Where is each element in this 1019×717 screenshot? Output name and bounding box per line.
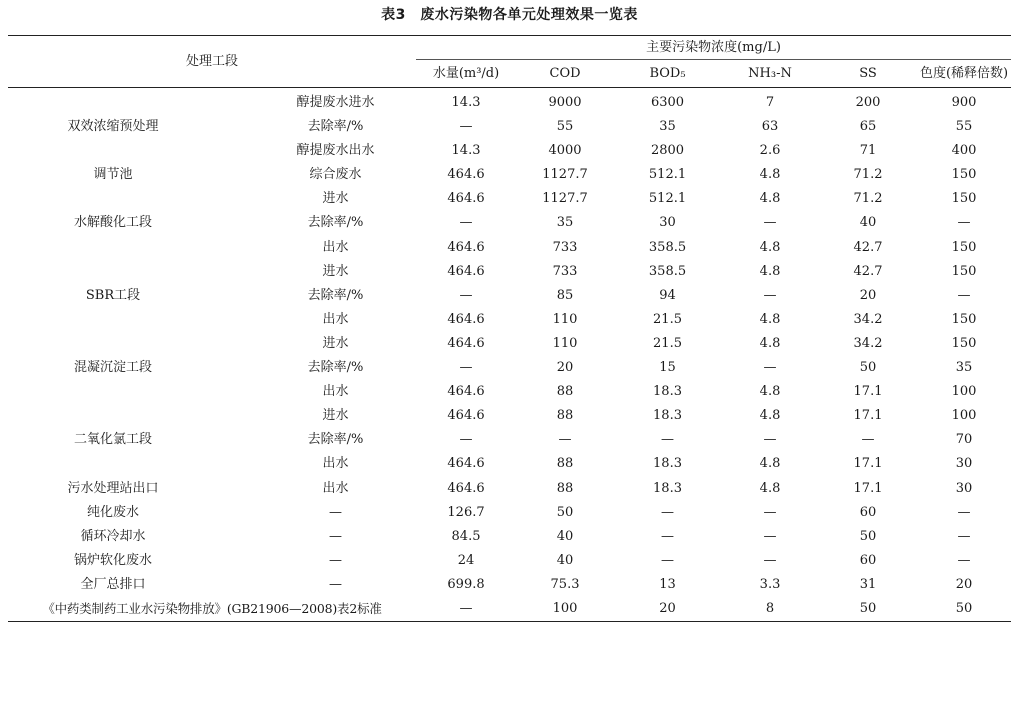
header-process: 处理工段 <box>8 36 416 88</box>
table-cell: 4.8 <box>759 480 781 496</box>
table-cell: 71.2 <box>853 191 883 207</box>
table-cell: 4000 <box>548 143 582 159</box>
row-sub-item: 出水 <box>322 311 349 327</box>
table-cell: 4.8 <box>759 408 781 424</box>
row-sub-item: 综合废水 <box>309 167 362 183</box>
table-cell: 150 <box>951 239 977 255</box>
table-row <box>8 573 1011 597</box>
table-cell: 464.6 <box>447 311 485 327</box>
row-stage <box>8 380 218 404</box>
row-sub-item: — <box>329 528 342 544</box>
table-cell: 110 <box>552 335 578 351</box>
row-stage <box>8 139 218 163</box>
table-cell: 42.7 <box>853 263 883 279</box>
row-sub-item: 去除率/% <box>307 432 364 448</box>
table-cell: 20 <box>556 360 574 376</box>
table-row <box>8 88 1011 116</box>
table-cell: — <box>763 504 777 520</box>
table-cell: 17.1 <box>853 408 883 424</box>
table-cell: 40 <box>556 528 574 544</box>
row-sub-item: 出水 <box>322 239 349 255</box>
table-cell: 20 <box>955 576 973 592</box>
table-row <box>8 428 1011 452</box>
row-stage <box>8 187 218 211</box>
table-cell: 150 <box>951 191 977 207</box>
table-cell: 4.8 <box>759 335 781 351</box>
table-cell: 900 <box>951 95 977 110</box>
table-cell: 65 <box>859 119 877 135</box>
table-cell: 150 <box>951 311 977 327</box>
table-cell: — <box>763 215 777 231</box>
table-row <box>8 356 1011 380</box>
pollutant-table <box>8 35 1011 622</box>
table-cell: 4.8 <box>759 263 781 279</box>
table-cell: 699.8 <box>447 576 485 592</box>
row-sub-item: 进水 <box>322 191 349 207</box>
table-cell: 8 <box>765 600 775 616</box>
col-header-chroma: 色度(稀释倍数) <box>917 60 1011 88</box>
table-cell: — <box>459 287 473 303</box>
row-stage <box>8 332 218 356</box>
col-header-cod: COD <box>516 60 614 88</box>
table-cell: 24 <box>457 552 475 568</box>
table-cell: 733 <box>552 263 578 279</box>
table-cell: 464.6 <box>447 408 485 424</box>
table-cell: 84.5 <box>451 528 481 544</box>
table-cell: 60 <box>859 504 877 520</box>
table-cell: 17.1 <box>853 456 883 472</box>
table-cell: 18.3 <box>653 384 682 400</box>
row-sub-item: 去除率/% <box>307 215 364 231</box>
col-header-ss: SS <box>819 60 917 88</box>
table-cell: 2.6 <box>759 143 781 159</box>
table-row <box>8 284 1011 308</box>
table-cell: 50 <box>859 528 877 544</box>
table-cell: 88 <box>556 480 574 496</box>
table-cell: 512.1 <box>648 167 687 183</box>
table-cell: 71.2 <box>853 167 883 183</box>
table-cell: 15 <box>659 360 676 376</box>
table-cell: 14.3 <box>451 143 481 159</box>
table-row <box>8 187 1011 211</box>
row-sub-item: — <box>329 504 342 520</box>
table-cell: 464.6 <box>447 167 485 183</box>
table-cell: 35 <box>556 215 574 231</box>
table-cell: 100 <box>951 384 977 400</box>
table-cell: 464.6 <box>447 239 485 255</box>
table-caption: 表3 废水污染物各单元处理效果一览表 <box>381 7 638 23</box>
table-row <box>8 525 1011 549</box>
table-row <box>8 139 1011 163</box>
table-cell: 4.8 <box>759 191 781 207</box>
table-cell: — <box>459 119 473 135</box>
table-cell: 35 <box>659 119 676 135</box>
table-cell: 35 <box>955 360 973 376</box>
table-cell: 4.8 <box>759 239 781 255</box>
table-cell: 42.7 <box>853 239 883 255</box>
table-row <box>8 211 1011 235</box>
table-row <box>8 549 1011 573</box>
table-cell: 88 <box>556 408 574 424</box>
row-sub-item: 去除率/% <box>307 119 364 135</box>
table-cell: 94 <box>659 287 676 303</box>
table-row <box>8 477 1011 501</box>
table-cell: 9000 <box>548 95 582 110</box>
table-cell: 50 <box>859 360 877 376</box>
header-main-pollutants: 主要污染物浓度(mg/L) <box>416 36 1011 60</box>
table-cell: 20 <box>859 287 877 303</box>
table-cell: 464.6 <box>447 335 485 351</box>
table-cell: 70 <box>955 432 973 448</box>
table-row <box>8 501 1011 525</box>
table-cell: 40 <box>556 552 574 568</box>
table-cell: 63 <box>761 119 779 135</box>
table-row <box>8 260 1011 284</box>
table-cell: 31 <box>859 576 877 592</box>
table-cell: 60 <box>859 552 877 568</box>
table-cell: 358.5 <box>648 263 687 279</box>
table-cell: 30 <box>955 480 973 496</box>
table-cell: 88 <box>556 456 574 472</box>
row-sub-item: 进水 <box>322 335 349 351</box>
row-sub-item: 醇提废水出水 <box>296 143 375 159</box>
table-cell: 55 <box>955 119 973 135</box>
table-cell: — <box>763 360 777 376</box>
table-cell: 88 <box>556 384 574 400</box>
table-cell: 17.1 <box>853 384 883 400</box>
table-cell: — <box>459 432 473 448</box>
standard-row <box>8 597 1011 622</box>
row-stage <box>8 236 218 260</box>
row-sub-item: 去除率/% <box>307 287 364 303</box>
col-header-nh3n: NH₃-N <box>721 60 819 88</box>
table-cell: 1127.7 <box>542 167 588 183</box>
table-cell: 464.6 <box>447 456 485 472</box>
table-cell: 34.2 <box>853 335 883 351</box>
col-header-water-volume: 水量(m³/d) <box>416 60 516 88</box>
row-stage: 污水处理站出口 <box>67 480 159 496</box>
table-cell: 34.2 <box>853 311 883 327</box>
standard-label: 《中药类制药工业水污染物排放》(GB21906—2008)表2标准 <box>42 600 382 616</box>
table-row <box>8 308 1011 332</box>
table-cell: 75.3 <box>550 576 580 592</box>
table-cell: 3.3 <box>759 576 781 592</box>
table-cell: — <box>558 432 572 448</box>
row-stage: 水解酸化工段 <box>73 215 152 231</box>
table-cell: 4.8 <box>759 456 781 472</box>
row-stage: 循环冷却水 <box>80 528 146 544</box>
table-row <box>8 380 1011 404</box>
table-row <box>8 452 1011 476</box>
table-cell: 4.8 <box>759 311 781 327</box>
row-sub-item: — <box>329 576 342 592</box>
table-cell: 17.1 <box>853 480 883 496</box>
table-cell: 150 <box>951 263 977 279</box>
row-sub-item: 进水 <box>322 263 349 279</box>
row-sub-item: 进水 <box>322 408 349 424</box>
table-cell: 14.3 <box>451 95 481 110</box>
table-cell: 200 <box>855 95 881 110</box>
table-cell: 2800 <box>650 143 685 159</box>
table-cell: — <box>957 552 971 568</box>
table-cell: — <box>861 432 875 448</box>
row-stage: 全厂总排口 <box>80 576 146 592</box>
table-cell: 150 <box>951 167 977 183</box>
table-cell: 30 <box>659 215 676 231</box>
table-cell: — <box>957 504 971 520</box>
table-cell: 100 <box>552 600 578 616</box>
table-cell: 55 <box>556 119 574 135</box>
table-cell: — <box>661 504 675 520</box>
table-cell: 21.5 <box>653 311 682 327</box>
row-stage: 锅炉软化废水 <box>73 552 152 568</box>
table-cell: 464.6 <box>447 480 485 496</box>
table-cell: 18.3 <box>653 456 682 472</box>
table-cell: 400 <box>951 143 977 159</box>
table-cell: 100 <box>951 408 977 424</box>
row-stage <box>8 404 218 428</box>
row-sub-item: 去除率/% <box>307 360 364 376</box>
table-cell: 464.6 <box>447 191 485 207</box>
table-cell: 50 <box>955 600 973 616</box>
table-cell: — <box>459 360 473 376</box>
table-cell: 7 <box>765 95 775 110</box>
row-sub-item: — <box>329 552 342 568</box>
table-cell: — <box>661 432 675 448</box>
row-stage: 调节池 <box>93 167 133 183</box>
table-cell: 464.6 <box>447 384 485 400</box>
table-cell: 13 <box>659 576 676 592</box>
table-cell: — <box>459 600 473 616</box>
table-row <box>8 115 1011 139</box>
col-header-bod5: BOD₅ <box>614 60 721 88</box>
table-cell: 85 <box>556 287 574 303</box>
table-cell: — <box>661 528 675 544</box>
row-sub-item: 出水 <box>322 456 349 472</box>
table-cell: 18.3 <box>653 408 682 424</box>
row-stage <box>8 452 218 476</box>
row-sub-item: 醇提废水进水 <box>296 95 375 110</box>
table-cell: 1127.7 <box>542 191 588 207</box>
row-sub-item: 出水 <box>322 384 349 400</box>
table-cell: — <box>763 432 777 448</box>
table-cell: — <box>661 552 675 568</box>
row-stage: 二氧化氯工段 <box>73 432 152 448</box>
row-stage: SBR工段 <box>85 287 141 303</box>
table-cell: 4.8 <box>759 384 781 400</box>
table-cell: 464.6 <box>447 263 485 279</box>
table-cell: 18.3 <box>653 480 682 496</box>
table-cell: 50 <box>859 600 877 616</box>
table-cell: 20 <box>659 600 676 616</box>
table-cell: 40 <box>859 215 877 231</box>
table-cell: 21.5 <box>653 335 682 351</box>
table-cell: — <box>763 528 777 544</box>
table-row <box>8 332 1011 356</box>
table-cell: 150 <box>951 335 977 351</box>
row-stage <box>8 308 218 332</box>
row-stage <box>8 260 218 284</box>
table-cell: 512.1 <box>648 191 687 207</box>
table-cell: 71 <box>859 143 877 159</box>
table-row <box>8 404 1011 428</box>
row-stage: 双效浓缩预处理 <box>67 119 159 135</box>
table-cell: 733 <box>552 239 578 255</box>
table-cell: — <box>763 552 777 568</box>
table-cell: — <box>459 215 473 231</box>
table-cell: 6300 <box>650 95 685 110</box>
row-stage <box>8 88 218 116</box>
table-row <box>8 236 1011 260</box>
table-cell: 4.8 <box>759 167 781 183</box>
table-row <box>8 163 1011 187</box>
table-cell: 358.5 <box>648 239 687 255</box>
table-cell: — <box>957 528 971 544</box>
row-sub-item: 出水 <box>322 480 349 496</box>
table-cell: — <box>763 287 777 303</box>
row-stage: 混凝沉淀工段 <box>73 360 152 376</box>
table-cell: 30 <box>955 456 973 472</box>
table-cell: — <box>957 287 971 303</box>
table-cell: 110 <box>552 311 578 327</box>
table-cell: 50 <box>556 504 574 520</box>
row-stage: 纯化废水 <box>86 504 139 520</box>
table-cell: — <box>957 215 971 231</box>
table-cell: 126.7 <box>447 504 485 520</box>
